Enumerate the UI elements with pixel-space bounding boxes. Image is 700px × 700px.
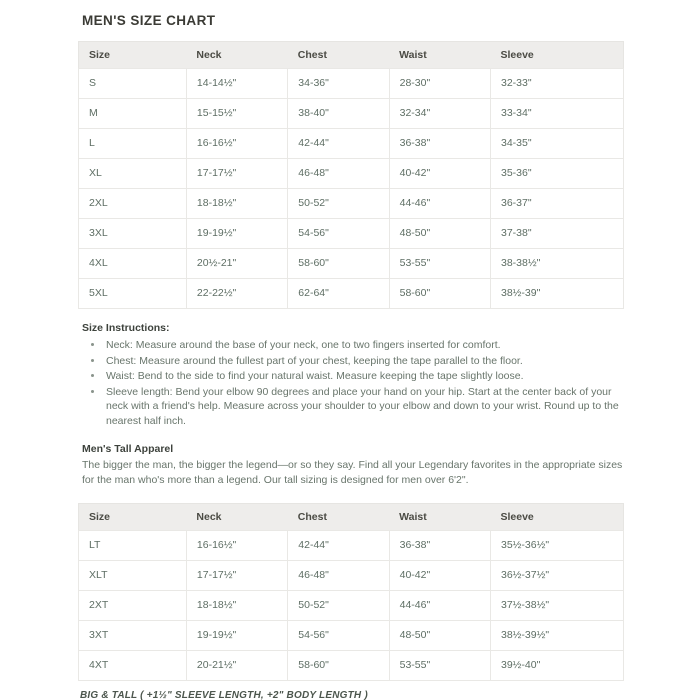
size-label-cell: S [79,69,187,99]
tall-size-table-header-row [79,504,624,531]
column-header: Chest [288,42,389,69]
measurement-cell: 28-30" [389,69,490,99]
size-label-cell: 5XL [79,279,187,309]
measurement-cell: 46-48" [288,159,389,189]
table-row [79,621,624,651]
column-header: Waist [389,504,490,531]
instruction-item: • Sleeve length: Bend your elbow 90 degrees and place your hand on your hip. Start at the center back of your neck with a friend's help. Measure across your shoulder to your elbow and down to your wrist. Round up to the nearest half inch. [104,385,624,429]
measurement-cell: 38½-39½" [490,621,623,651]
table-row [79,531,624,561]
measurement-cell: 48-50" [389,621,490,651]
measurement-cell: 38-38½" [490,249,623,279]
size-instructions-heading: Size Instructions: [82,322,170,334]
measurement-cell: 37-38" [490,219,623,249]
measurement-cell: 19-19½" [186,621,287,651]
column-header: Sleeve [490,504,623,531]
measurement-cell: 33-34" [490,99,623,129]
measurement-cell: 50-52" [288,189,389,219]
table-row [79,129,624,159]
measurement-cell: 20-21½" [186,651,287,681]
measurement-cell: 36-37" [490,189,623,219]
measurement-cell: 17-17½" [186,561,287,591]
table-row [79,189,624,219]
table-row [79,591,624,621]
column-header: Neck [186,42,287,69]
size-label-cell: XLT [79,561,187,591]
measurement-cell: 34-35" [490,129,623,159]
table-row [79,249,624,279]
size-label-cell: 3XT [79,621,187,651]
column-header: Neck [186,504,287,531]
instruction-item: • Neck: Measure around the base of your neck, one to two fingers inserted for comfort. [104,338,624,353]
table-row [79,561,624,591]
measurement-cell: 32-33" [490,69,623,99]
measurement-cell: 42-44" [288,129,389,159]
measurement-cell: 16-16½" [186,129,287,159]
measurement-cell: 40-42" [389,159,490,189]
measurement-cell: 19-19½" [186,219,287,249]
measurement-cell: 38-40" [288,99,389,129]
measurement-cell: 58-60" [288,651,389,681]
table-row [79,219,624,249]
instruction-item: • Waist: Bend to the side to find your natural waist. Measure keeping the tape slightly loose. [104,369,624,384]
table-row [79,99,624,129]
measurement-cell: 53-55" [389,249,490,279]
measurement-cell: 48-50" [389,219,490,249]
table-row [79,69,624,99]
big-tall-footnote: BIG & TALL ( +1½" SLEEVE LENGTH, +2" BODY LENGTH ) [80,690,368,700]
size-label-cell: 3XL [79,219,187,249]
instruction-item: • Chest: Measure around the fullest part of your chest, keeping the tape parallel to the floor. [104,354,624,369]
measurement-cell: 36-38" [389,129,490,159]
table-row [79,159,624,189]
size-label-cell: L [79,129,187,159]
measurement-cell: 62-64" [288,279,389,309]
column-header: Sleeve [490,42,623,69]
page-title: MEN'S SIZE CHART [82,13,216,28]
measurement-cell: 20½-21" [186,249,287,279]
mens-size-table [78,41,624,309]
measurement-cell: 36-38" [389,531,490,561]
measurement-cell: 15-15½" [186,99,287,129]
measurement-cell: 18-18½" [186,591,287,621]
mens-size-table-body [79,69,624,309]
size-label-cell: 4XL [79,249,187,279]
measurement-cell: 39½-40" [490,651,623,681]
measurement-cell: 35½-36½" [490,531,623,561]
column-header: Chest [288,504,389,531]
measurement-cell: 42-44" [288,531,389,561]
table-row [79,279,624,309]
column-header: Size [79,504,187,531]
measurement-cell: 17-17½" [186,159,287,189]
measurement-cell: 35-36" [490,159,623,189]
measurement-cell: 36½-37½" [490,561,623,591]
tall-apparel-heading: Men's Tall Apparel [82,443,174,455]
measurement-cell: 18-18½" [186,189,287,219]
measurement-cell: 54-56" [288,621,389,651]
measurement-cell: 44-46" [389,189,490,219]
measurement-cell: 46-48" [288,561,389,591]
tall-size-table-body [79,531,624,681]
size-instructions-list [104,338,624,428]
size-label-cell: LT [79,531,187,561]
column-header: Size [79,42,187,69]
measurement-cell: 14-14½" [186,69,287,99]
measurement-cell: 44-46" [389,591,490,621]
mens-size-table-header-row [79,42,624,69]
measurement-cell: 22-22½" [186,279,287,309]
measurement-cell: 40-42" [389,561,490,591]
size-label-cell: 2XT [79,591,187,621]
tall-size-table [78,503,624,681]
measurement-cell: 16-16½" [186,531,287,561]
measurement-cell: 34-36" [288,69,389,99]
size-label-cell: 2XL [79,189,187,219]
measurement-cell: 32-34" [389,99,490,129]
tall-apparel-description: The bigger the man, the bigger the legend—or so they say. Find all your Legendary favorites in the appropriate sizes for the man who's more than a legend. Our tall sizing is designed for men over 6'2". [82,459,623,486]
measurement-cell: 37½-38½" [490,591,623,621]
measurement-cell: 38½-39" [490,279,623,309]
size-label-cell: M [79,99,187,129]
measurement-cell: 58-60" [288,249,389,279]
table-row [79,651,624,681]
measurement-cell: 53-55" [389,651,490,681]
column-header: Waist [389,42,490,69]
size-label-cell: 4XT [79,651,187,681]
measurement-cell: 54-56" [288,219,389,249]
size-label-cell: XL [79,159,187,189]
measurement-cell: 58-60" [389,279,490,309]
measurement-cell: 50-52" [288,591,389,621]
